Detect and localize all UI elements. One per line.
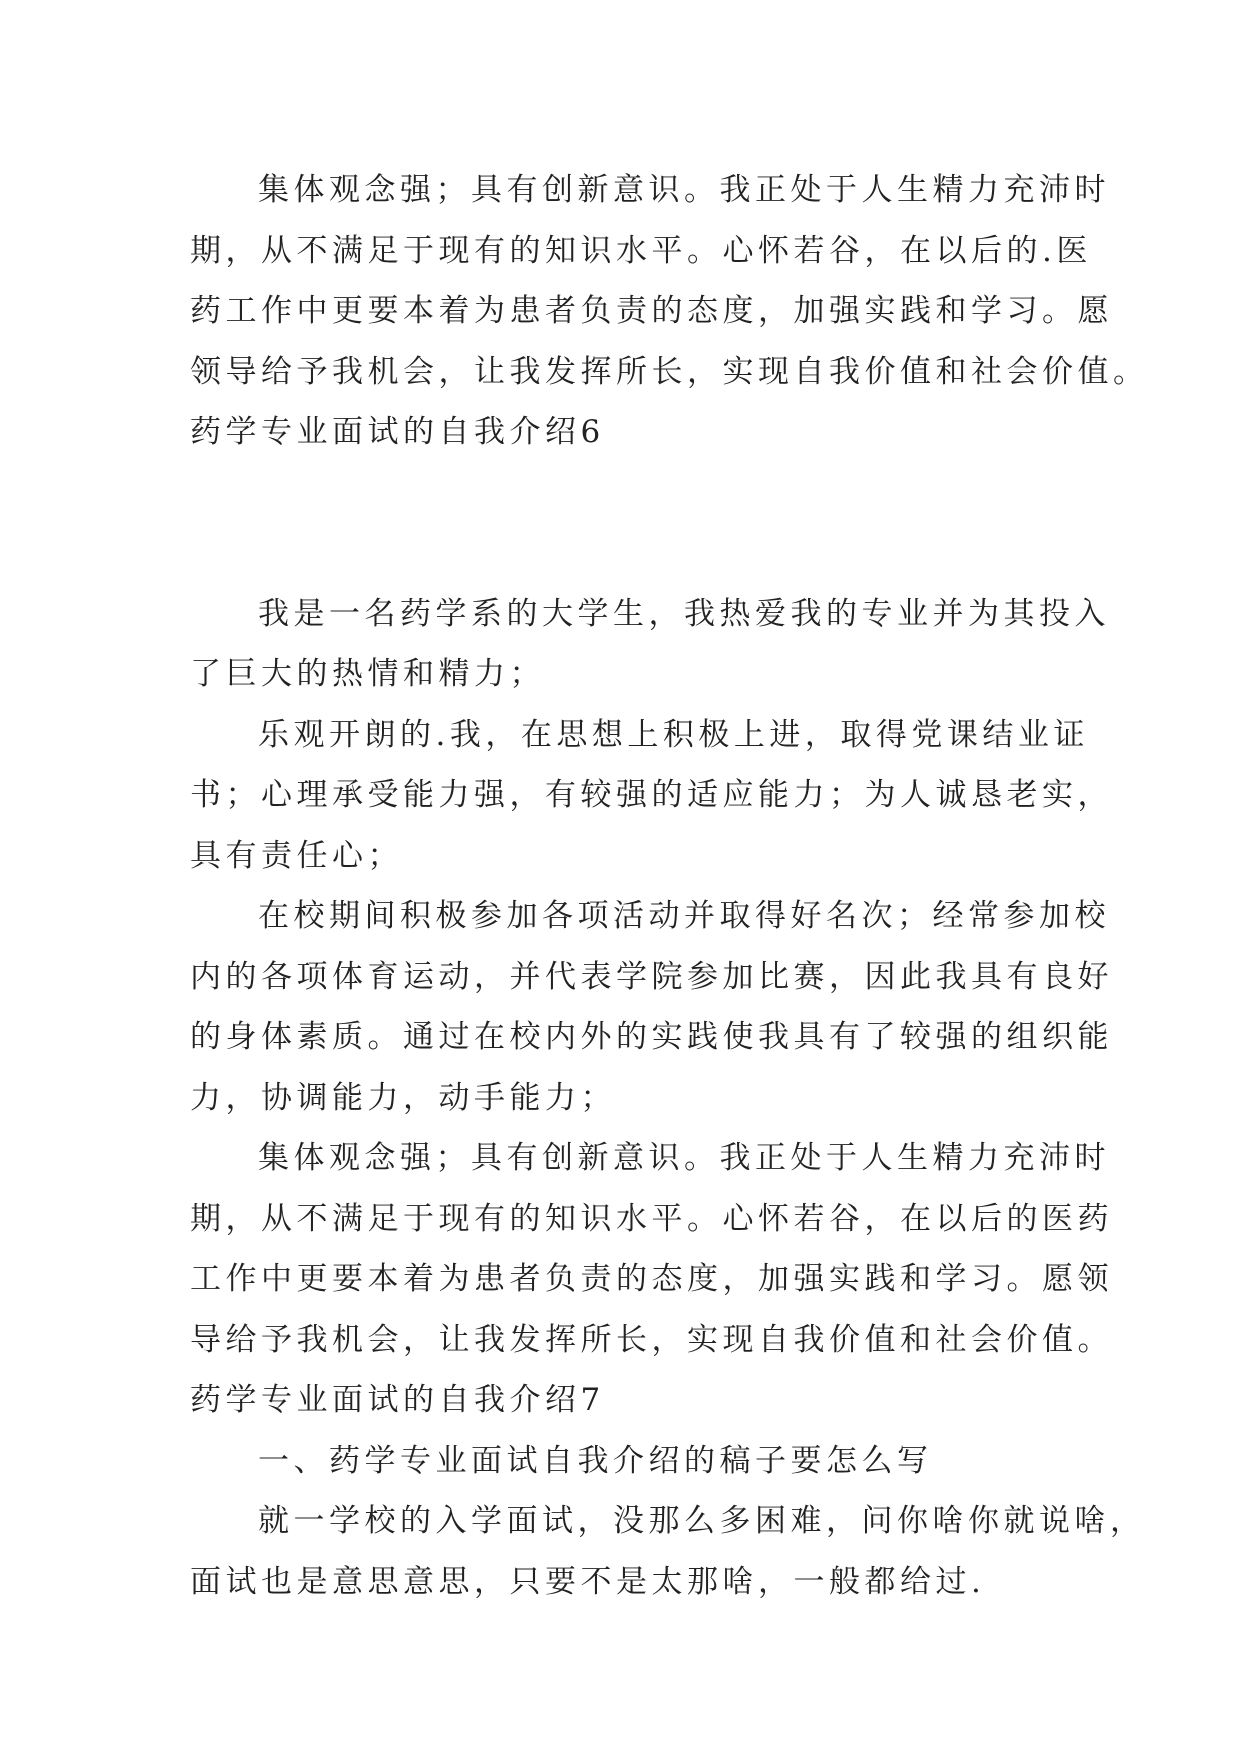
paragraph-line: 药工作中更要本着为患者负责的态度，加强实践和学习。愿 (190, 293, 1113, 329)
section-heading-6: 药学专业面试的自我介绍6 (190, 414, 605, 450)
paragraph-line: 乐观开朗的.我，在思想上积极上进，取得党课结业证 (258, 716, 1089, 753)
paragraph-line: 导给予我机会，让我发挥所长，实现自我价值和社会价值。 (190, 1321, 1113, 1358)
paragraph-line: 书；心理承受能力强，有较强的适应能力；为人诚恳老实， (190, 777, 1113, 813)
paragraph-line: 的身体素质。通过在校内外的实践使我具有了较强的组织能 (190, 1019, 1113, 1055)
paragraph-line: 在校期间积极参加各项活动并取得好名次；经常参加校 (258, 898, 1110, 934)
paragraph-line: 一、药学专业面试自我介绍的稿子要怎么写 (258, 1442, 933, 1479)
paragraph-line: 就一学校的入学面试，没那么多困难，问你啥你就说啥， (258, 1503, 1146, 1539)
document-body (190, 160, 1149, 1612)
paragraph-line: 期，从不满足于现有的知识水平。心怀若谷，在以后的医药 (190, 1200, 1113, 1237)
section-heading-7: 药学专业面试的自我介绍7 (190, 1382, 605, 1418)
paragraph-line: 领导给予我机会，让我发挥所长，实现自我价值和社会价值。 (190, 353, 1149, 390)
paragraph-line: 工作中更要本着为患者负责的态度，加强实践和学习。愿领 (190, 1261, 1113, 1297)
blank-space (190, 463, 1052, 584)
paragraph-line: 集体观念强；具有创新意识。我正处于人生精力充沛时 (258, 172, 1110, 208)
paragraph-line: 期，从不满足于现有的知识水平。心怀若谷，在以后的.医 (190, 232, 1092, 269)
paragraph-line: 我是一名药学系的大学生，我热爱我的专业并为其投入 (258, 595, 1110, 632)
paragraph-line: 了巨大的热情和精力； (190, 656, 545, 692)
paragraph-line: 集体观念强；具有创新意识。我正处于人生精力充沛时 (258, 1140, 1110, 1176)
paragraph-line: 面试也是意思意思，只要不是太那啥，一般都给过. (190, 1563, 986, 1600)
paragraph-line: 内的各项体育运动，并代表学院参加比赛，因此我具有良好 (190, 958, 1113, 995)
paragraph-line: 具有责任心； (190, 837, 403, 874)
paragraph-line: 力，协调能力，动手能力； (190, 1079, 616, 1116)
